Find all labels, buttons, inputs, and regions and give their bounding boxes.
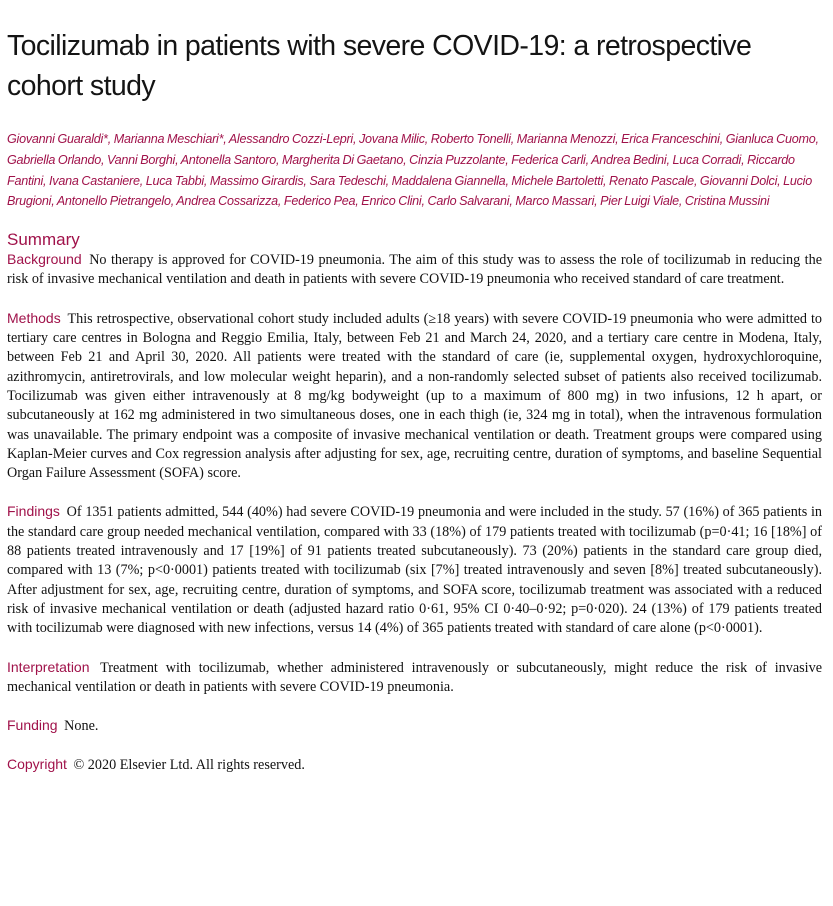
background-text: No therapy is approved for COVID-19 pneumonia. The aim of this study was to assess the role of tocilizumab in reducing the risk of invasive mechanical ventilation and death in patients with severe COVID-19 pneumonia who received standard of care treatment. bbox=[7, 252, 823, 288]
background-label: Background bbox=[7, 251, 82, 268]
interpretation-section bbox=[7, 658, 822, 698]
methods-text: This retrospective, observational cohort study included adults (≥18 years) with severe COVID-19 pneumonia who were admitted to tertiary care centres in Bologna and Reggio Emilia, Italy, between Feb 21 and March 24, 2020, and a tertiary care centre in Modena, Italy, between Feb 21 and April 30, 2020. All patients were treated with the standard of care (ie, supplemental oxygen, hydroxychloroquine, azithromycin, antiretrovirals, and low molecular weight heparin), and a non-randomly selected subset of patients also received tocilizumab. Tocilizumab was given either intravenously at 8 mg/kg bodyweight (up to a maximum of 800 mg) in two infusions, 12 h apart, or subcutaneously at 162 mg administered in two simultaneous doses, one in each thigh (ie, 324 mg in total), when the intravenous formulation was unavailable. The primary endpoint was a composite of invasive mechanical ventilation or death. Treatment groups were compared using Kaplan-Meier curves and Cox regression analysis after adjusting for sex, age, recruiting centre, duration of symptoms, and baseline Sequential Organ Failure Assessment (SOFA) score. bbox=[7, 310, 822, 482]
author-list: Giovanni Guaraldi*, Marianna Meschiari*, Alessandro Cozzi-Lepri, Jovana Milic, Roberto Tonelli, Marianna Menozzi, Erica Franceschini, Gianluca Cuomo, Gabriella Orlando, Vanni Borghi, Antonella Santoro, Margherita Di Gaetano, Cinzia Puzzolante, Federica Carli, Andrea Bedini, Luca Corradi, Riccardo Fantini, Ivana Castaniere, Luca Tabbi, Massimo Girardis, Sara Tedeschi, Maddalena Giannella, Michele Bartoletti, Renato Pascale, Giovanni Dolci, Lucio Brugioni, Antonello Pietrangelo, Andrea Cossarizza, Federico Pea, Enrico Clini, Carlo Salvarani, Marco Massari, Pier Luigi Viale, Cristina Mussini bbox=[7, 132, 819, 209]
methods-label: Methods bbox=[7, 309, 61, 326]
findings-label: Findings bbox=[7, 503, 60, 520]
copyright-label: Copyright bbox=[7, 756, 67, 773]
copyright-section bbox=[7, 755, 822, 775]
background-section bbox=[7, 250, 822, 290]
findings-text: Of 1351 patients admitted, 544 (40%) had severe COVID-19 pneumonia and were included in the study. 57 (16%) of 365 patients in the standard care group needed mechanical ventilation, compared with 33 (18%) of 179 patients treated with tocilizumab (p=0·41; 16 [18%] of 88 patients treated intravenously and 17 [19%] of 91 patients treated subcutaneously). 73 (20%) patients in the standard care group died, compared with 13 (7%; p<0·0001) patients treated with tocilizumab (six [7%] treated intravenously and seven [8%] treated subcutaneously). After adjustment for sex, age, recruiting centre, duration of symptoms, and SOFA score, tocilizumab treatment was associated with a reduced risk of invasive mechanical ventilation or death (adjusted hazard ratio 0·61, 95% CI 0·40–0·92; p=0·020). 24 (13%) of 179 patients treated with tocilizumab were diagnosed with new infections, versus 14 (4%) of 365 patients treated with standard of care alone (p<0·0001). bbox=[7, 504, 823, 637]
funding-label: Funding bbox=[7, 717, 58, 734]
interpretation-text: Treatment with tocilizumab, whether administered intravenously or subcutaneously, might reduce the risk of invasive mechanical ventilation or death in patients with severe COVID-19 pneumonia. bbox=[7, 659, 823, 695]
summary-heading: Summary bbox=[7, 230, 80, 250]
funding-text: None. bbox=[64, 718, 99, 735]
article-page bbox=[7, 26, 822, 776]
findings-section bbox=[7, 502, 822, 638]
copyright-text: © 2020 Elsevier Ltd. All rights reserved. bbox=[73, 757, 305, 774]
interpretation-label: Interpretation bbox=[7, 658, 90, 675]
methods-section bbox=[7, 309, 822, 484]
article-title: Tocilizumab in patients with severe COVID-19: a retrospective cohort study bbox=[7, 30, 752, 102]
funding-section bbox=[7, 716, 822, 736]
